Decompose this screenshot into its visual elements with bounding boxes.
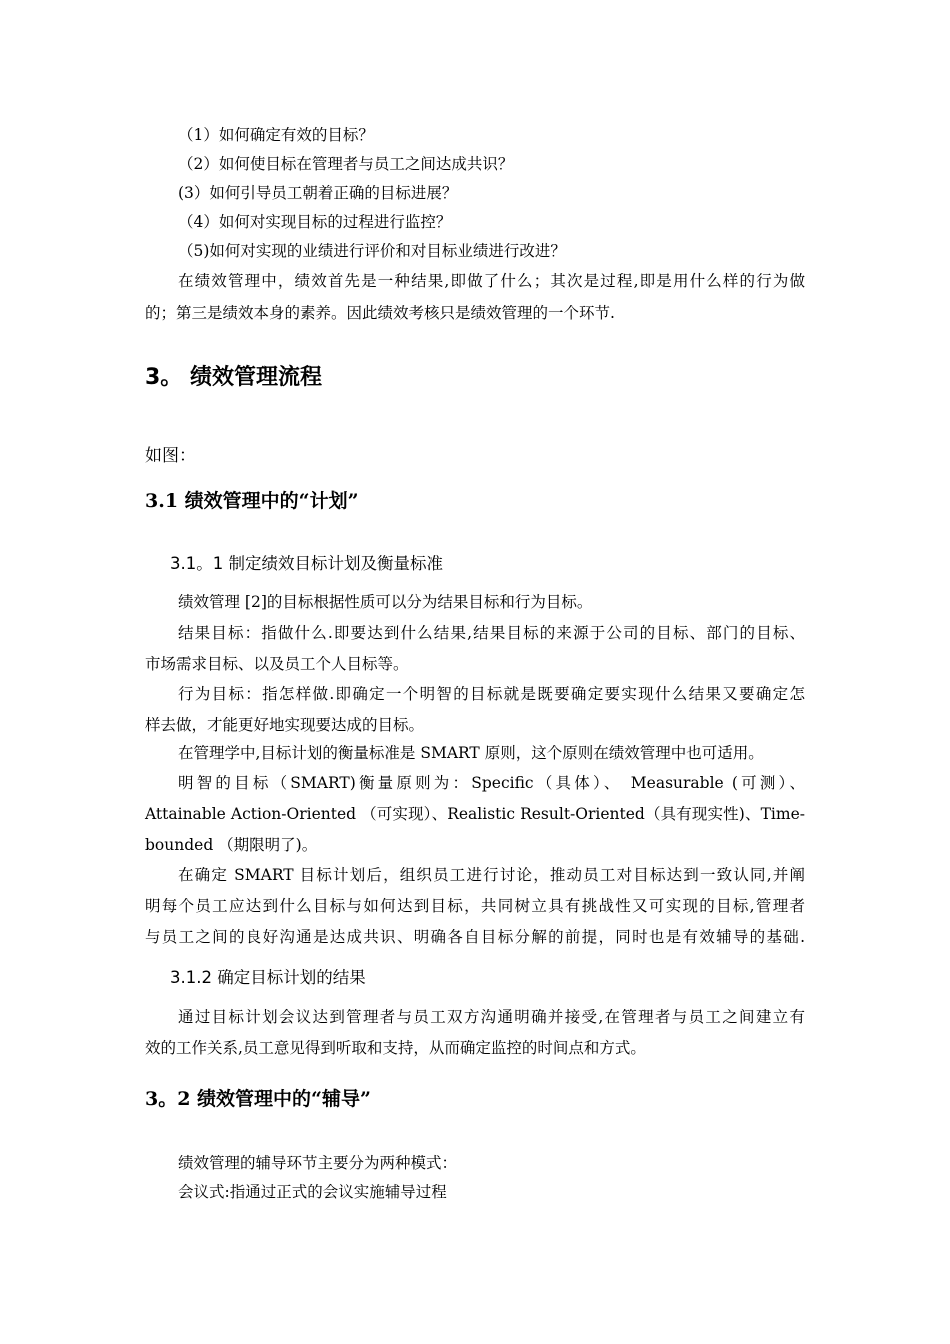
paragraph-line: 效的工作关系,员工意见得到听取和支持，从而确定监控的时间点和方式。 — [145, 1039, 646, 1057]
paragraph-line: bounded （期限明了)。 — [145, 836, 318, 854]
paragraph-line: 与员工之间的良好沟通是达成共识、明确各自目标分解的前提，同时也是有效辅导的基础. — [145, 928, 805, 946]
paragraph-line: 明智的目标（SMART)衡量原则为：Specific（具体）、 Measurable (可测）、 — [178, 774, 805, 792]
paragraph-line: 绩效管理的辅导环节主要分为两种模式： — [178, 1154, 458, 1172]
subsubsection-heading: 3.1。1 制定绩效目标计划及衡量标准 — [170, 554, 443, 573]
subsection-heading: 3。2 绩效管理中的“辅导” — [145, 1088, 371, 1110]
figure-reference: 如图： — [145, 446, 196, 466]
list-item: （5)如何对实现的业绩进行评价和对目标业绩进行改进？ — [178, 242, 566, 260]
paragraph-line: 会议式:指通过正式的会议实施辅导过程 — [178, 1183, 447, 1201]
paragraph-line: 样去做，才能更好地实现要达成的目标。 — [145, 716, 425, 734]
subsection-heading: 3.1 绩效管理中的“计划” — [145, 490, 359, 512]
paragraph-line: 在管理学中,目标计划的衡量标准是 SMART 原则，这个原则在绩效管理中也可适用。 — [178, 744, 764, 762]
paragraph-line: Attainable Action-Oriented （可实现）、Realistic Result-Oriented（具有现实性)、Time- — [145, 805, 805, 823]
list-item: (3）如何引导员工朝着正确的目标进展？ — [178, 184, 458, 202]
list-item: （2）如何使目标在管理者与员工之间达成共识？ — [178, 155, 514, 173]
paragraph-line: 明每个员工应达到什么目标与如何达到目标，共同树立具有挑战性又可实现的目标,管理者 — [145, 897, 805, 915]
list-item: （1）如何确定有效的目标？ — [178, 126, 374, 144]
paragraph-line: 行为目标：指怎样做.即确定一个明智的目标就是既要确定要实现什么结果又要确定怎 — [178, 685, 805, 703]
list-item: （4）如何对实现目标的过程进行监控？ — [178, 213, 452, 231]
paragraph-line: 在确定 SMART 目标计划后，组织员工进行讨论，推动员工对目标达到一致认同,并阐 — [178, 866, 805, 884]
paragraph-line: 的；第三是绩效本身的素养。因此绩效考核只是绩效管理的一个环节. — [145, 304, 615, 322]
subsubsection-heading: 3.1.2 确定目标计划的结果 — [170, 968, 366, 987]
paragraph-line: 结果目标：指做什么.即要达到什么结果,结果目标的来源于公司的目标、部门的目标、 — [178, 624, 805, 642]
paragraph-line: 市场需求目标、以及员工个人目标等。 — [145, 655, 409, 673]
paragraph-line: 通过目标计划会议达到管理者与员工双方沟通明确并接受,在管理者与员工之间建立有 — [178, 1008, 805, 1026]
paragraph-line: 绩效管理 [2]的目标根据性质可以分为结果目标和行为目标。 — [178, 593, 593, 611]
paragraph-line: 在绩效管理中，绩效首先是一种结果,即做了什么；其次是过程,即是用什么样的行为做 — [178, 272, 805, 290]
section-heading: 3。 绩效管理流程 — [145, 365, 322, 390]
